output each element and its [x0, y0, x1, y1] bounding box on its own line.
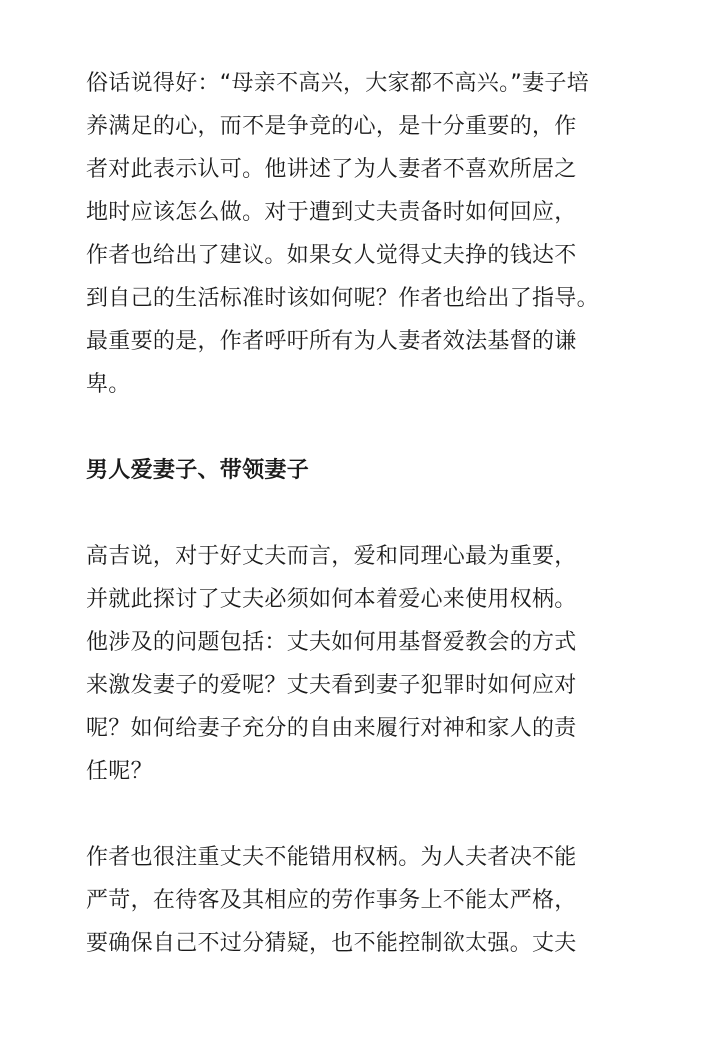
paragraph-husband-love	[86, 535, 646, 793]
text-line: 呢？如何给妻子充分的自由来履行对神和家人的责	[86, 716, 577, 741]
paragraph-contentment	[86, 62, 646, 406]
article-body	[86, 62, 646, 965]
text-line: 高吉说，对于好丈夫而言，爱和同理心最为重要，	[86, 544, 577, 569]
text-line: 严苛，在待客及其相应的劳作事务上不能太严格，	[86, 888, 577, 913]
text-line: 最重要的是，作者呼吁所有为人妻者效法基督的谦	[86, 329, 577, 354]
text-line: 并就此探讨了丈夫必须如何本着爱心来使用权柄。	[86, 587, 577, 612]
text-line: 养满足的心，而不是争竞的心，是十分重要的，作	[86, 114, 577, 139]
section-heading	[86, 449, 646, 492]
paragraph-spacer	[86, 406, 646, 449]
text-line: 他涉及的问题包括：丈夫如何用基督爱教会的方式	[86, 630, 577, 655]
text-line: 要确保自己不过分猜疑，也不能控制欲太强。丈夫	[86, 931, 577, 956]
section-heading-text: 男人爱妻子、带领妻子	[86, 458, 310, 483]
paragraph-authority	[86, 836, 646, 965]
text-line: 到自己的生活标准时该如何呢？作者也给出了指导。	[86, 286, 599, 311]
text-line: 来激发妻子的爱呢？丈夫看到妻子犯罪时如何应对	[86, 673, 577, 698]
text-line: 者对此表示认可。他讲述了为人妻者不喜欢所居之	[86, 157, 577, 182]
text-line: 作者也很注重丈夫不能错用权柄。为人夫者决不能	[86, 845, 577, 870]
text-line: 俗话说得好：“母亲不高兴，大家都不高兴。”妻子培	[86, 71, 589, 96]
paragraph-spacer	[86, 492, 646, 535]
text-line: 卑。	[86, 372, 131, 397]
text-line: 作者也给出了建议。如果女人觉得丈夫挣的钱达不	[86, 243, 577, 268]
text-line: 地时应该怎么做。对于遭到丈夫责备时如何回应，	[86, 200, 577, 225]
paragraph-spacer	[86, 793, 646, 836]
text-line: 任呢？	[86, 759, 153, 784]
